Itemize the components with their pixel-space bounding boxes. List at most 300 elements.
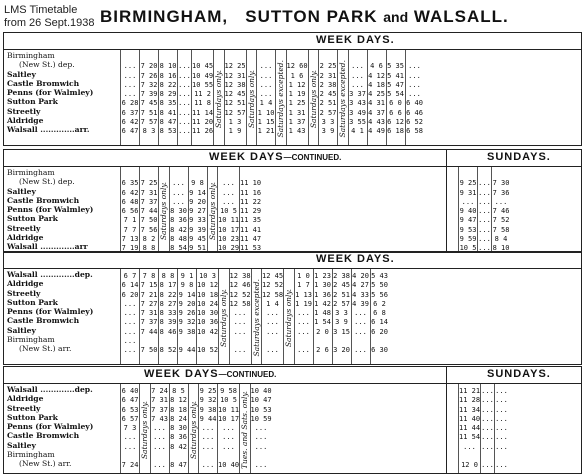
time-cell: ... [172, 197, 185, 206]
time-cell: ... [481, 433, 494, 442]
time-cell: 7 24 [121, 461, 139, 470]
station-label: Streetly [7, 403, 41, 413]
time-cell: ... [178, 80, 191, 89]
header-week-days-continued [209, 151, 341, 163]
time-cell: 6 53 [121, 405, 139, 414]
time-cell: 8 12 [170, 396, 187, 405]
train-column [229, 269, 251, 364]
time-cell: 12 45 [224, 90, 246, 99]
time-cell: ... [222, 433, 235, 442]
table-weekdays-continued-down [3, 149, 582, 253]
time-cell: 6 58 [406, 127, 423, 136]
time-cell: 1 3 [228, 118, 242, 127]
time-cell: 11 53 [240, 244, 261, 253]
time-cell: 9 39 [189, 225, 206, 234]
time-cell: 4 1 [351, 127, 364, 136]
time-cell: 9 47 [459, 216, 477, 225]
time-cell: ... [408, 71, 421, 80]
time-cell [121, 53, 139, 62]
time-cell: 9 59 [459, 235, 477, 244]
time-cell: 9 44 [178, 346, 196, 355]
station-label: Aldridge [7, 233, 44, 243]
service-note: Saturdays only. [214, 69, 224, 129]
time-cell: ... [222, 197, 235, 206]
time-cell: 1 54 [314, 318, 331, 327]
train-column [188, 167, 207, 252]
time-cell: 9 45 [189, 235, 206, 244]
time-cell: ... [354, 318, 367, 327]
time-cell: 8 17 [159, 281, 177, 290]
time-cell: 1 43 [288, 127, 306, 136]
time-cell: 11 21 [459, 387, 480, 395]
time-cell: 8 52 [159, 346, 177, 355]
time-cell: ... [123, 90, 137, 99]
time-cell: 4 33 [352, 290, 369, 299]
time-cell: ... [297, 327, 310, 336]
header-week-days-label: WEEK DAYS [144, 368, 219, 380]
header-sundays: SUNDAYS. [487, 368, 551, 380]
time-cell: 6 20 [371, 327, 388, 336]
time-cell: 10 17 [218, 414, 239, 423]
station-label: Saltley [7, 325, 36, 335]
train-column [386, 50, 405, 145]
time-cell: 6 30 [371, 346, 388, 355]
time-cell: ... [408, 90, 421, 99]
time-cell [387, 53, 405, 62]
time-cell: 12 58 [262, 290, 283, 299]
time-cell: 8 46 [159, 327, 177, 336]
time-cell: 11 8 [194, 99, 211, 108]
time-cell: ... [178, 127, 191, 136]
time-cell: ... [172, 179, 185, 188]
time-cell: 2 6 [316, 346, 329, 355]
header-week-days: WEEK DAYS. [316, 34, 395, 46]
time-cell: 10 5 [220, 207, 237, 216]
time-cell [170, 452, 188, 461]
station-label: Walsall .............dep. [7, 270, 93, 279]
time-cell: ... [494, 197, 508, 206]
time-cell: 11 44 [459, 424, 480, 433]
train-column [351, 269, 370, 364]
time-cell [478, 170, 491, 179]
time-cell [481, 452, 494, 461]
time-cell: ... [178, 108, 191, 117]
time-cell: ... [266, 309, 279, 318]
time-cell: ... [123, 346, 137, 355]
time-cell: 11 20 [192, 118, 213, 127]
service-note: Saturdays only. [219, 288, 229, 348]
service-note: Saturdays only. [207, 181, 217, 241]
time-cell: 9 32 [178, 318, 196, 327]
time-cell: ... [463, 442, 476, 451]
time-cell: 6 47 [121, 127, 139, 136]
time-cell: 1 7 [297, 281, 310, 290]
time-cell: 6 56 [121, 207, 139, 216]
train-column [169, 167, 188, 252]
time-cell: 7 37 [140, 197, 158, 206]
time-cell: 5 41 [387, 71, 404, 80]
time-cell: ... [254, 433, 268, 442]
service-note: Saturdays only. [246, 69, 256, 129]
time-cell: 1 25 [288, 99, 306, 108]
station-label: Penns (for Walmley) [7, 88, 94, 98]
times-grid [120, 167, 261, 252]
time-cell [371, 337, 389, 346]
time-cell [257, 53, 275, 62]
time-cell [406, 53, 424, 62]
time-cell: ... [201, 433, 215, 442]
time-cell: 2 0 [316, 327, 329, 336]
time-cell: 8 18 [170, 405, 187, 414]
time-cell: ... [153, 461, 166, 470]
service-note: Saturdays excepted. [276, 60, 286, 138]
time-cell: 11 35 [240, 216, 261, 225]
time-cell: 3 9 [335, 318, 348, 327]
time-cell: ... [297, 318, 310, 327]
station-label: Aldridge [7, 116, 44, 126]
time-cell: 7 58 [492, 225, 510, 234]
time-cell: 12 60 [286, 62, 308, 71]
train-column [169, 384, 188, 473]
time-cell: 7 31 [151, 396, 168, 405]
time-cell: 7 36 [492, 188, 510, 197]
time-cell: 6 57 [121, 414, 139, 423]
time-cell: 9 40 [459, 207, 477, 216]
time-cell: ... [297, 309, 310, 318]
time-cell: 10 12 [197, 281, 218, 290]
time-cell: 10 45 [192, 62, 213, 71]
time-cell: ... [259, 80, 273, 89]
time-cell: ... [354, 346, 367, 355]
time-cell: 7 31 [140, 309, 158, 318]
time-cell: 6 0 [389, 99, 402, 108]
time-cell: 12 0 [461, 461, 478, 470]
time-cell: 3 20 [333, 346, 350, 355]
train-column [158, 269, 177, 364]
time-cell: 4 43 [368, 118, 385, 127]
time-cell: 6 20 [121, 290, 139, 299]
time-cell: 1 19 [295, 299, 312, 308]
time-cell: 9 26 [178, 309, 196, 318]
time-cell: 7 24 [151, 387, 168, 395]
time-cell: 8 33 [159, 309, 177, 318]
time-cell: 10 11 [218, 216, 239, 225]
station-label: Aldridge [7, 279, 44, 289]
service-note-column [158, 167, 169, 252]
time-cell: 1 4 [259, 99, 273, 108]
time-cell: 7 44 [140, 327, 158, 336]
time-cell: ... [481, 461, 494, 470]
time-cell: ... [259, 71, 273, 80]
time-cell [218, 170, 239, 179]
time-cell: 1 19 [288, 90, 306, 99]
time-cell: 11 10 [240, 179, 261, 188]
time-cell: 2 57 [333, 299, 350, 308]
time-cell: 1 42 [314, 299, 331, 308]
train-column [370, 269, 389, 364]
time-cell: 12 38 [229, 272, 251, 280]
time-cell: 10 24 [197, 299, 218, 308]
station-list [7, 51, 119, 135]
time-cell: 5 47 [387, 80, 404, 89]
time-cell: 1 0 [297, 272, 310, 280]
time-cell [319, 53, 337, 62]
time-cell: 9 53 [459, 225, 477, 234]
time-cell: ... [461, 197, 475, 206]
time-cell [495, 452, 508, 461]
time-cell: 3 15 [333, 327, 350, 336]
station-label: Streetly [7, 223, 41, 233]
train-column [294, 269, 313, 364]
time-cell: 1 21 [257, 127, 275, 136]
time-cell: 5 50 [371, 281, 388, 290]
time-cell: ... [172, 188, 185, 197]
service-note: Saturdays only. [308, 69, 318, 129]
train-column [224, 50, 246, 145]
station-label: Castle Bromwich [7, 78, 80, 88]
time-cell: 3 43 [349, 99, 366, 108]
time-cell: 8 35 [159, 99, 177, 108]
time-cell [459, 170, 477, 179]
time-cell: 7 3 [123, 424, 137, 433]
time-cell: 8 36 [170, 433, 187, 442]
title-sutton: SUTTON [245, 7, 321, 26]
time-cell [199, 452, 217, 461]
time-cell: ... [201, 461, 215, 470]
train-column [458, 167, 477, 252]
time-cell: ... [123, 318, 137, 327]
time-cell: 6 48 [121, 197, 139, 206]
time-cell [225, 53, 246, 62]
time-cell: 10 49 [192, 71, 213, 80]
time-cell: 11 29 [240, 207, 261, 216]
time-cell [352, 337, 370, 346]
train-column [256, 50, 275, 145]
time-cell: ... [123, 71, 137, 80]
station-list [7, 385, 119, 469]
train-column [494, 384, 508, 473]
time-cell: ... [495, 414, 508, 423]
time-cell: 8 39 [159, 318, 177, 327]
time-cell: 6 47 [121, 396, 139, 405]
time-cell: 10 52 [197, 346, 218, 355]
time-cell: 10 29 [218, 244, 239, 253]
time-cell: ... [259, 90, 273, 99]
time-cell: 10 5 [220, 396, 237, 405]
time-cell: 7 50 [140, 216, 158, 225]
times-grid [120, 269, 389, 364]
service-note-column [275, 50, 286, 145]
time-cell: 7 50 [140, 346, 158, 355]
time-cell [178, 337, 196, 346]
train-column [191, 50, 213, 145]
time-cell: 8 42 [170, 442, 187, 451]
time-cell: 2 38 [333, 272, 350, 280]
time-cell: 5 54 [387, 90, 404, 99]
time-cell: 8 2 [142, 235, 156, 244]
time-cell [251, 452, 272, 461]
station-label: Walsall .............arr. [7, 125, 90, 135]
title-and: and [383, 9, 409, 25]
train-column [158, 50, 177, 145]
time-cell: 6 40 [121, 387, 139, 395]
time-cell: 6 35 [121, 179, 139, 188]
time-cell: 1 12 [288, 80, 306, 89]
station-label: Penns (for Walmley) [7, 205, 94, 215]
time-cell: 9 20 [178, 299, 196, 308]
table-weekdays-down [3, 32, 582, 146]
time-cell: 9 58 [220, 387, 237, 395]
time-cell: ... [178, 62, 191, 71]
time-cell: ... [351, 62, 364, 71]
time-cell [492, 170, 510, 179]
time-cell: 9 25 [199, 387, 217, 395]
train-column [139, 167, 158, 252]
station-label: (New St.) arr. [19, 344, 72, 354]
time-cell: 3 55 [349, 118, 366, 127]
time-cell: 11 28 [459, 396, 480, 405]
time-cell: ... [254, 424, 268, 433]
station-label: Saltley [7, 440, 36, 450]
train-column [313, 269, 332, 364]
time-cell: 7 43 [151, 414, 168, 423]
station-label: (New St.) arr. [19, 459, 72, 469]
sunday-times-grid [458, 167, 510, 252]
time-cell: ... [178, 71, 191, 80]
time-cell: ... [478, 216, 491, 225]
time-cell: 8 53 [159, 127, 177, 136]
time-cell: 12 58 [229, 299, 251, 308]
time-cell: ... [123, 62, 137, 71]
time-cell: ... [297, 346, 310, 355]
time-cell: ... [233, 318, 247, 327]
station-label: (New St.) dep. [19, 60, 75, 70]
time-cell: 11 41 [240, 225, 261, 234]
time-cell: 4 27 [352, 281, 369, 290]
time-cell: 7 27 [140, 299, 158, 308]
time-cell: 8 22 [159, 80, 177, 89]
table-weekdays-up [3, 251, 582, 365]
station-label: Penns (for Walmley) [7, 422, 94, 432]
time-cell: ... [481, 387, 494, 395]
time-cell [140, 170, 158, 179]
station-label: (New St.) dep. [19, 177, 75, 187]
time-cell: 4 37 [368, 108, 385, 117]
time-cell: 7 25 [140, 179, 158, 188]
title-walsall: WALSALL. [413, 7, 509, 26]
time-cell: 11 14 [192, 108, 213, 117]
time-cell: ... [495, 405, 508, 414]
time-cell: ... [266, 318, 279, 327]
time-cell: 9 27 [189, 207, 206, 216]
time-cell: 4 18 [368, 80, 385, 89]
time-cell: 7 52 [492, 216, 510, 225]
time-cell: 7 37 [140, 318, 158, 327]
service-note-column [139, 384, 150, 473]
time-cell: 11 2 [194, 90, 211, 99]
train-column [286, 50, 308, 145]
time-cell: ... [478, 235, 491, 244]
time-cell: 7 30 [492, 179, 510, 188]
time-cell: 6 28 [121, 99, 139, 108]
time-cell: 8 5 [172, 387, 185, 395]
time-cell: 4 12 [368, 71, 385, 80]
source-note [4, 4, 95, 30]
time-cell: ... [153, 424, 166, 433]
timetable-title [100, 7, 509, 27]
time-cell [230, 337, 251, 346]
train-column [177, 50, 191, 145]
time-cell: 8 29 [159, 90, 177, 99]
time-cell [151, 452, 169, 461]
time-cell: ... [153, 442, 166, 451]
time-cell: ... [495, 387, 508, 395]
train-column [120, 50, 139, 145]
train-column [217, 384, 239, 473]
station-label: Birmingham [7, 335, 55, 345]
time-cell: 12 57 [224, 108, 246, 117]
title-park: PARK [326, 7, 378, 26]
time-cell: ... [123, 442, 137, 451]
time-cell: 6 2 [373, 299, 386, 308]
service-note-column [251, 269, 262, 364]
time-cell: 9 8 [180, 281, 194, 290]
time-cell: 2 25 [319, 62, 337, 71]
time-cell: 8 27 [159, 299, 177, 308]
time-cell: ... [123, 309, 137, 318]
time-cell: ... [266, 346, 279, 355]
time-cell: 8 41 [159, 108, 177, 117]
time-cell: 2 45 [333, 281, 350, 290]
time-cell: 9 25 [459, 179, 477, 188]
service-note: Saturdays only. [140, 400, 150, 460]
time-cell [295, 337, 313, 346]
time-cell: ... [495, 396, 508, 405]
time-cell [349, 53, 367, 62]
time-cell: ... [123, 299, 137, 308]
time-cell: ... [259, 62, 273, 71]
time-cell: 3 37 [349, 90, 366, 99]
time-cell: 7 26 [140, 71, 158, 80]
time-cell: 8 30 [170, 207, 187, 216]
time-cell [218, 452, 239, 461]
time-cell: 8 4 [494, 235, 508, 244]
station-label: Castle Bromwich [7, 431, 80, 441]
time-cell: 8 42 [170, 225, 187, 234]
time-cell: 6 7 [123, 272, 137, 280]
time-cell: 11 40 [459, 414, 480, 423]
time-cell: 4 25 [368, 90, 385, 99]
time-cell [459, 452, 480, 461]
station-label: Sutton Park [7, 412, 58, 422]
time-cell: ... [153, 433, 166, 442]
time-cell: 7 56 [140, 225, 158, 234]
time-cell: 4 6 [370, 62, 383, 71]
time-cell: 11 54 [459, 433, 480, 442]
time-cell: ... [233, 309, 247, 318]
time-cell: ... [481, 442, 494, 451]
time-cell: ... [408, 62, 421, 71]
train-column [120, 269, 139, 364]
time-cell [140, 337, 158, 346]
header-week-days: WEEK DAYS. [316, 253, 395, 265]
time-cell: ... [123, 433, 137, 442]
time-cell: 8 8 [142, 244, 156, 253]
time-cell: ... [123, 327, 137, 336]
time-cell: 9 33 [189, 216, 206, 225]
time-cell: 7 37 [151, 405, 168, 414]
source-note-line2: from 26 Sept.1938 [4, 17, 95, 29]
